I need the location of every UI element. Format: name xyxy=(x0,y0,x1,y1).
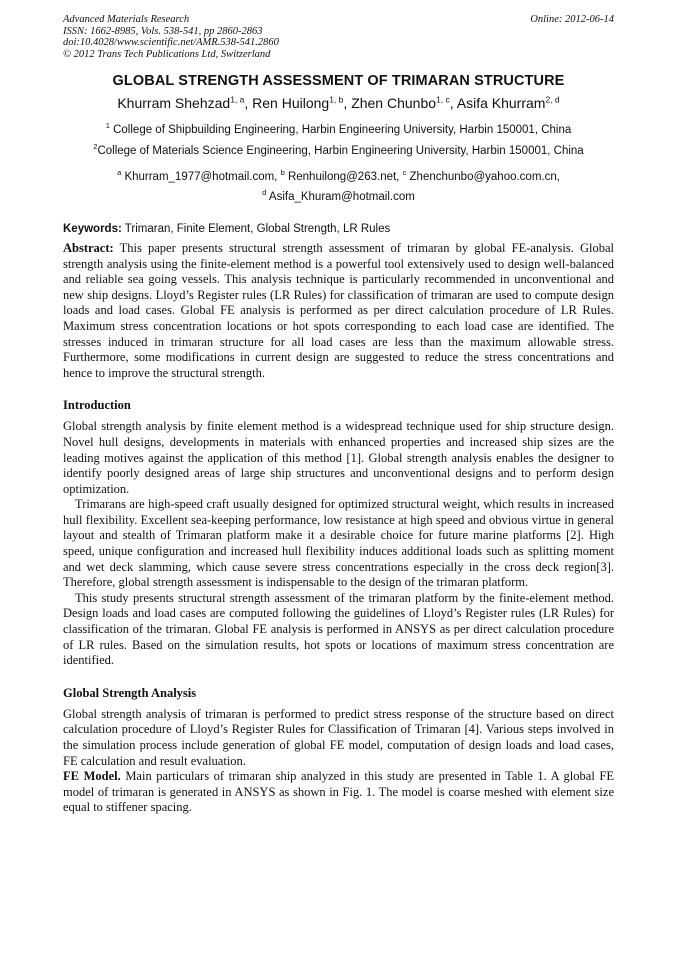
affiliation-2: $^2$College of Materials Science Engineering, Harbin Engineering University, Harbin 150001, China xyxy=(93,142,584,158)
journal-header xyxy=(63,14,614,60)
author: Asifa Khurram$^{2, d}$ xyxy=(456,94,560,111)
journal-issn: ISSN: 1662-8985, Vols. 538-541, pp 2860-2863 xyxy=(63,25,263,37)
journal-doi: doi:10.4028/www.scientific.net/AMR.538-541.2860 xyxy=(63,37,279,48)
journal-info xyxy=(63,14,279,60)
keywords: Keywords: Trimaran, Finite Element, Global Strength, LR Rules xyxy=(63,222,391,235)
introduction-heading: Introduction xyxy=(63,398,131,413)
email-link[interactable]: Renhuilong@263.net, xyxy=(287,171,403,184)
paper-page xyxy=(63,14,614,816)
author: Zhen Chunbo$^{1, c}$, xyxy=(351,94,457,111)
global-strength-paragraph: Global strength analysis of trimaran is performed to predict stress response of the structure based on direct calculation procedure of Lloyd’s Register Rules for Classification of Trimaran [4]. Various steps involved in the simulation process include generation of global FE model, computation of design loads and load cases, FE calculation and result evaluation. xyxy=(63,706,614,768)
abstract: Abstract: This paper presents structural strength assessment of trimaran by global FE-analysis. Global strength analysis using the finite-element method is a powerful tool extensively used to design well-balanced and reliable sea going vessels. This analysis technique is particularly recommended in unconventional and new ship designs. Lloyd’s Register rules (LR Rules) for classification of trimaran are used to compute design loads and load cases. Global FE analysis is performed as per direct calculation procedure of LR Rules. Maximum stress concentration locations or hot spots corresponding to each load case are identified. The stresses induced in trimaran structure for all load cases are less than the maximum allowable stress. Furthermore, some modifications in current design are suggested to reduce the stress concentrations and hence to improve the structural strength. xyxy=(63,240,614,380)
author-emails: $^a$ Khurram_1977@hotmail.com, $^b$ Renhuilong@263.net, $^c$ Zhenchunbo@yahoo.com.cn, $^d$ Asifa_Khuram@hotmail.com xyxy=(117,168,560,203)
paper-title: GLOBAL STRENGTH ASSESSMENT OF TRIMARAN STRUCTURE xyxy=(112,73,565,89)
email-link[interactable]: Asifa_Khuram@hotmail.com xyxy=(268,190,415,203)
introduction-paragraph: Global strength analysis by finite element method is a widespread technique used for ship structure design. Novel hull designs, developments in materials with enhanced properties and increased ship sizes are the leading motives against the application of this method [1]. Global strength analysis enables the designer to identify poorly designed areas of large ship structures and unconventional designs and to perform design optimization. xyxy=(63,419,614,496)
author: Ren Huilong$^{1, b}$, xyxy=(252,94,352,111)
affiliation-1: $^1$ College of Shipbuilding Engineering, Harbin Engineering University, Harbin 150001, China xyxy=(105,120,572,136)
author-list xyxy=(63,94,614,111)
journal-copyright: © 2012 Trans Tech Publications Ltd, Switzerland xyxy=(63,48,271,60)
email-link[interactable]: Khurram_1977@hotmail.com, xyxy=(124,171,281,184)
author: Khurram Shehzad$^{1, a}$, xyxy=(117,94,253,111)
online-date: Online: 2012-06-14 xyxy=(530,14,614,25)
journal-name: Advanced Materials Research xyxy=(63,14,190,25)
introduction-paragraph: Trimarans are high-speed craft usually designed for optimized structural weight, which results in increased hull flexibility. Excellent sea-keeping performance, low resistance at high speed and obvious virtue in general layout and stealth of Trimaran platform make it a desirable choice for future marine platforms [2]. High speed, unique configuration and increased hull flexibility induces additional loads such as splitting moment and wet deck slamming, which cause severe stress concentrations especially in the cross deck region[3]. Therefore, global strength assessment is indispensable to the design of the trimaran platform. xyxy=(63,497,614,590)
email-link[interactable]: Zhenchunbo@yahoo.com.cn, xyxy=(409,171,560,184)
fe-model-paragraph: FE Model. Main particulars of trimaran ship analyzed in this study are presented in Table 1. A global FE model of trimaran is generated in ANSYS as shown in Fig. 1. The model is coarse meshed with element size equal to stiffener spacing. xyxy=(63,769,614,815)
introduction-paragraph: This study presents structural strength assessment of the trimaran platform by the finite-element method. Design loads and load cases are computed following the guidelines of Lloyd’s Register rules (LR Rules) for classification of the trimaran. Global FE analysis is performed in ANSYS as per direct calculation procedure of LR rules. Based on the simulation results, hot spots or locations of maximum stress concentration are identified. xyxy=(63,590,614,668)
global-strength-heading: Global Strength Analysis xyxy=(63,685,197,700)
